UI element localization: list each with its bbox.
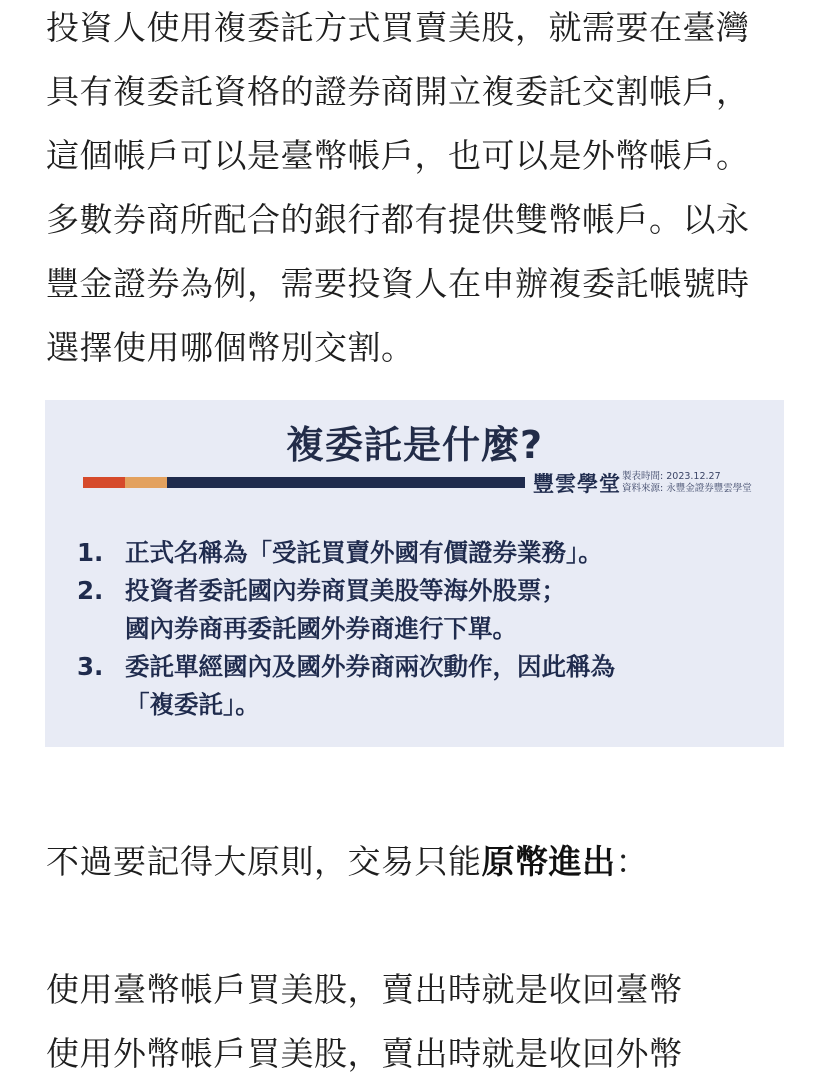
example-line-foreign: 使用外幣帳戶買美股，賣出時就是收回外幣 bbox=[46, 1034, 683, 1073]
list-item-line: 投資者委託國內券商買美股等海外股票； bbox=[125, 576, 566, 605]
list-item bbox=[77, 572, 777, 648]
brand-logo-text: 豐雲學堂 bbox=[533, 472, 621, 496]
list-item-line: 正式名稱為「受託買賣外國有價證券業務」。 bbox=[125, 538, 603, 567]
accent-bar-red bbox=[83, 477, 125, 488]
infographic-card bbox=[45, 400, 784, 747]
list-item-number: 2. bbox=[77, 576, 104, 605]
meta-source-value: 永豐金證券豐雲學堂 bbox=[666, 483, 752, 494]
article-paragraph-examples bbox=[46, 958, 776, 1086]
accent-bar-orange bbox=[125, 477, 167, 488]
infographic-meta bbox=[622, 471, 752, 495]
principle-colon: ： bbox=[615, 842, 649, 881]
infographic-list bbox=[77, 534, 777, 724]
meta-date-row bbox=[622, 471, 752, 483]
list-item-text bbox=[125, 534, 777, 572]
list-item-text bbox=[125, 572, 777, 648]
article-paragraph-principle bbox=[46, 830, 776, 894]
list-item bbox=[77, 534, 777, 572]
list-item-line: 國內券商再委託國外券商進行下單。 bbox=[125, 614, 517, 643]
infographic-title: 複委託是什麼? bbox=[285, 423, 544, 467]
meta-date-label: 製表時間: bbox=[622, 471, 664, 482]
accent-bar-navy bbox=[167, 477, 525, 488]
principle-text: 不過要記得大原則，交易只能 bbox=[46, 842, 482, 881]
list-item-number: 1. bbox=[77, 538, 104, 567]
principle-bold-text: 原幣進出 bbox=[481, 842, 616, 881]
list-item-number: 3. bbox=[77, 652, 104, 681]
article-paragraph: 投資人使用複委託方式買賣美股，就需要在臺灣具有複委託資格的證券商開立複委託交割帳戶，這個帳戶可以是臺幣帳戶，也可以是外幣帳戶。多數券商所配合的銀行都有提供雙幣帳戶。以永豐金證券為例，需要投資人在申辦複委託帳號時選擇使用哪個幣別交割。 bbox=[46, 8, 750, 367]
meta-date-value: 2023.12.27 bbox=[666, 471, 721, 482]
list-item-line: 「複委託」。 bbox=[125, 690, 260, 719]
list-item-line: 委託單經國內及國外券商兩次動作，因此稱為 bbox=[125, 652, 615, 681]
meta-source-row bbox=[622, 483, 752, 495]
list-item-text bbox=[125, 648, 777, 724]
meta-source-label: 資料來源: bbox=[622, 483, 664, 494]
list-item bbox=[77, 648, 777, 724]
example-line-twd: 使用臺幣帳戶買美股，賣出時就是收回臺幣 bbox=[46, 970, 683, 1009]
